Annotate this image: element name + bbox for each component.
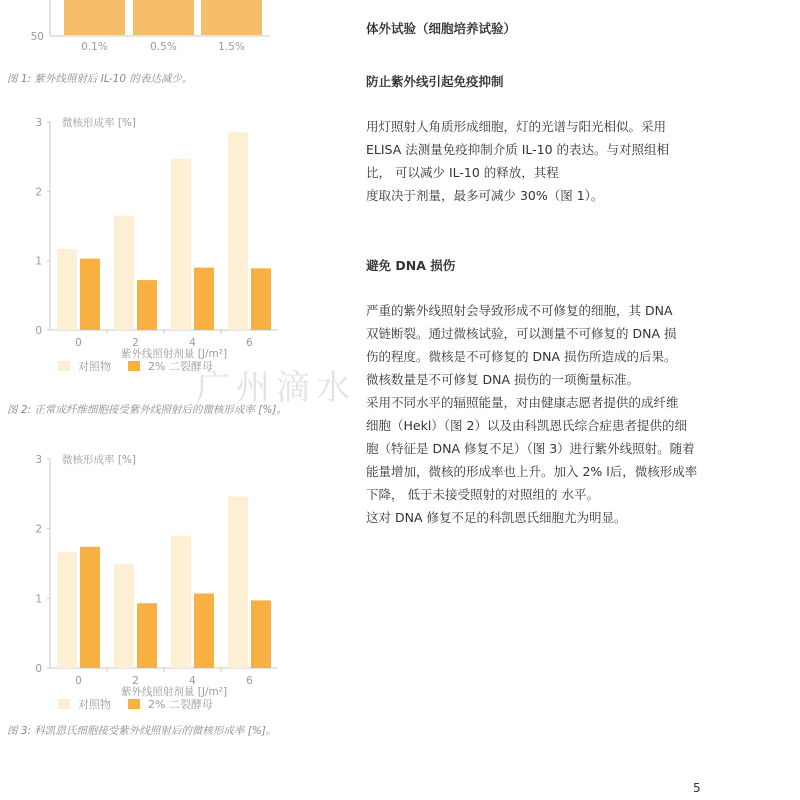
x-tick-label: 0 — [75, 675, 82, 687]
paragraph-line: 伤的程度。微核是不可修复的 DNA 损伤所造成的后果。 — [366, 349, 677, 364]
figure-3-caption: 图 3: 科凯恩氏细胞接受紫外线照射后的微核形成率 [%]。 — [7, 725, 277, 737]
section-title-in-vitro: 体外试验（细胞培养试验） — [366, 21, 517, 36]
x-tick-label: 6 — [246, 337, 253, 349]
page-number: 5 — [693, 781, 701, 795]
figure-2-caption: 图 2: 正常成纤维细胞接受紫外线照射后的微核形成率 [%]。 — [7, 404, 287, 416]
bar-treatment-6 — [251, 600, 271, 668]
paragraph-line: 比， 可以减少 IL-10 的释放，其程 — [366, 165, 559, 180]
x-tick-label: 0.1% — [81, 41, 108, 53]
bar-control-6 — [228, 497, 248, 668]
paragraph-immune-suppression — [366, 115, 766, 207]
x-tick-label: 6 — [246, 675, 253, 687]
x-tick-label: 0 — [75, 337, 82, 349]
bar-control-4 — [171, 536, 191, 668]
y-tick-label: 3 — [35, 454, 42, 466]
x-tick-label: 0.5% — [150, 41, 177, 53]
bar-control-0 — [57, 552, 77, 668]
bar-treatment-4 — [194, 593, 214, 668]
y-tick-label: 2 — [35, 523, 42, 536]
paragraph-line: 双链断裂。通过微核试验，可以测量不可修复的 DNA 损 — [366, 326, 677, 341]
bar-control-2 — [114, 564, 134, 668]
legend-label-control: 对照物 — [78, 698, 111, 711]
paragraph-line: 用灯照射人角质形成细胞，灯的光谱与阳光相似。采用 — [366, 119, 667, 134]
x-axis-label: 紫外线照射剂量 [J/m²] — [120, 348, 228, 360]
y-tick-label: 50 — [30, 31, 44, 43]
bar-treatment-2 — [137, 603, 157, 668]
figure-1-caption: 图 1: 紫外线照射后 IL-10 的表达减少。 — [7, 73, 193, 85]
paragraph-dna-damage — [366, 299, 766, 529]
y-tick-label: 1 — [35, 255, 42, 268]
paragraph-line: 细胞（Hekl）（图 2）以及由科凯恩氏综合症患者提供的细 — [366, 418, 687, 433]
legend-swatch-control — [58, 699, 70, 709]
x-tick-label: 4 — [189, 337, 196, 349]
y-tick-label: 0 — [35, 663, 42, 675]
x-axis-label: 紫外线照射剂量 [J/m²] — [120, 686, 228, 698]
heading-dna-damage: 避免 DNA 损伤 — [366, 258, 456, 273]
paragraph-line: 采用不同水平的辐照能量，对由健康志愿者提供的成纤维 — [366, 395, 679, 410]
legend-label-treatment: 2% 二裂酵母 — [148, 360, 213, 373]
y-axis-label: 微核形成率 [%] — [62, 454, 137, 466]
x-tick-label: 4 — [189, 675, 196, 687]
y-axis-label: 微核形成率 [%] — [62, 117, 137, 129]
paragraph-line: 下降， 低于未接受照射的对照组的 水平。 — [366, 487, 599, 502]
y-tick-label: 1 — [35, 593, 42, 606]
y-tick-label: 2 — [35, 186, 42, 199]
x-tick-label: 2 — [132, 337, 139, 349]
paragraph-line: 严重的紫外线照射会导致形成不可修复的细胞，其 DNA — [366, 303, 673, 318]
watermark: 广州滴水 — [196, 368, 356, 408]
legend-label-treatment: 2% 二裂酵母 — [148, 698, 213, 711]
heading-immune-suppression: 防止紫外线引起免疫抑制 — [366, 74, 504, 89]
paragraph-line: 微核数量是不可修复 DNA 损伤的一项衡量标准。 — [366, 372, 639, 387]
legend-label-control: 对照物 — [78, 360, 111, 373]
paragraph-line: 能量增加，微核的形成率也上升。加入 2% l后，微核形成率 — [366, 464, 698, 479]
paragraph-line: ELISA 法测量免疫抑制介质 IL-10 的表达。与对照组相 — [366, 142, 670, 157]
paragraph-line: 度取决于剂量，最多可减少 30%（图 1）。 — [366, 188, 604, 203]
paragraph-line: 胞（特征是 DNA 修复不足）（图 3）进行紫外线照射。随着 — [366, 441, 695, 456]
x-tick-label: 1.5% — [218, 41, 245, 53]
paragraph-line: 这对 DNA 修复不足的科凯恩氏细胞尤为明显。 — [366, 510, 627, 525]
x-tick-label: 2 — [132, 675, 139, 687]
legend-swatch-treatment — [128, 699, 140, 709]
bar-treatment-0 — [80, 547, 100, 668]
y-tick-label: 3 — [35, 117, 42, 129]
y-tick-label: 0 — [35, 325, 42, 337]
